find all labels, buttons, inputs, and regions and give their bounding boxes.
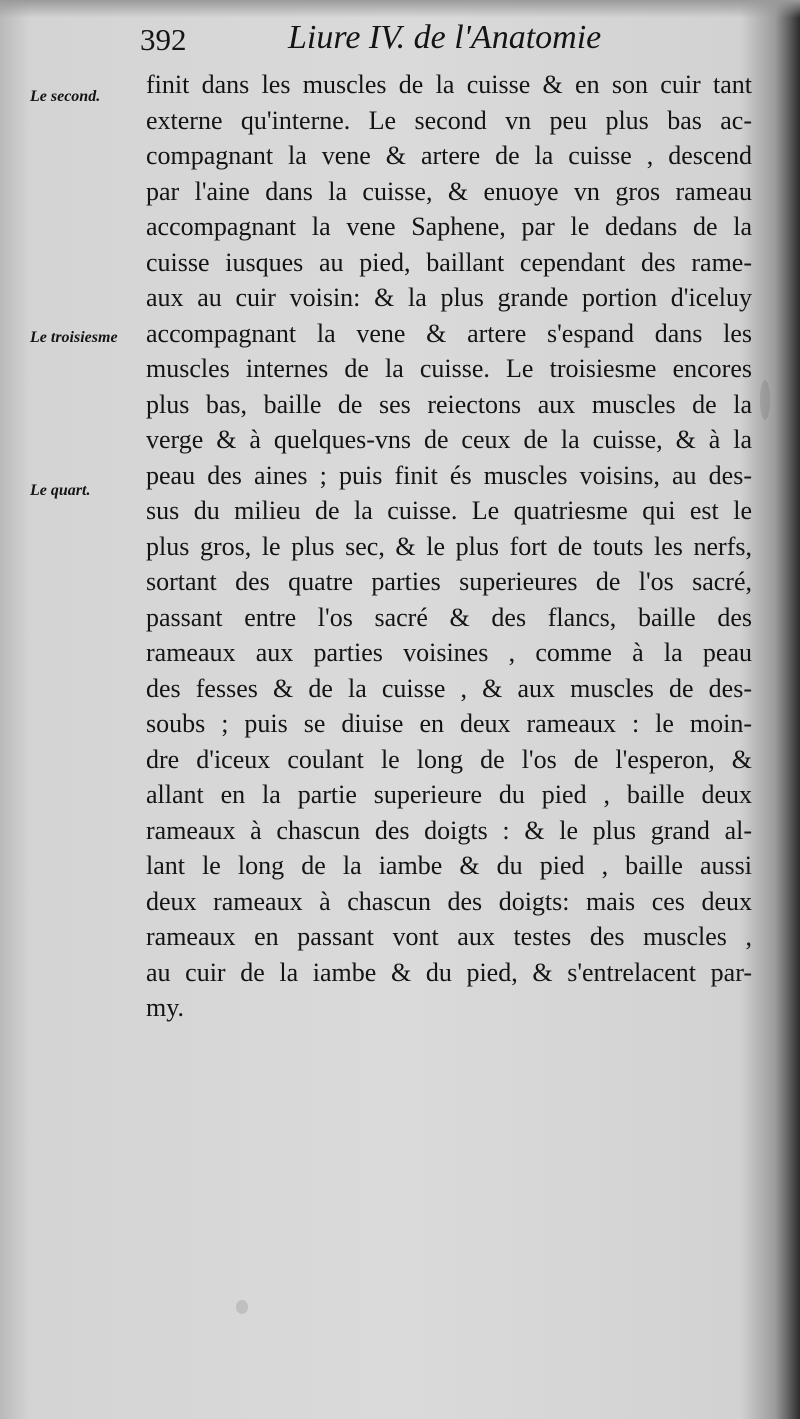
text-line: aux au cuir voisin: & la plus grande portion d'iceluy [146, 283, 752, 312]
text-line: sus du milieu de la cuisse. Le quatriesme qui est le [146, 496, 752, 525]
text-line: rameaux à chascun des doigts : & le plus grand al- [146, 815, 752, 845]
text-line: passant entre l'os sacré & des flancs, baille des [146, 602, 752, 632]
text-line: deux rameaux à chascun des doigts: mais ces deux [146, 886, 752, 916]
text-line: peau des aines ; puis finit és muscles voisins, au des- [146, 460, 752, 490]
page-number: 392 [140, 22, 187, 57]
text-line: dre d'iceux coulant le long de l'os de l'esperon, & [146, 744, 752, 774]
text-line: my. [146, 993, 185, 1022]
text-line: muscles internes de la cuisse. Le troisiesme encores [146, 354, 752, 383]
text-line: compagnant la vene & artere de la cuisse , descend [146, 141, 752, 170]
page-header [140, 14, 640, 62]
text-line: sortant des quatre parties superieures de l'os sacré, [146, 567, 752, 596]
text-line: au cuir de la iambe & du pied, & s'entrelacent par- [146, 957, 752, 987]
text-line: accompagnant la vene Saphene, par le dedans de la [146, 212, 752, 241]
margin-note-fourth: Le quart. [30, 482, 91, 499]
text-line: externe qu'interne. Le second vn peu plus bas ac- [146, 105, 752, 135]
paper-stain [236, 1300, 248, 1314]
text-line: allant en la partie superieure du pied , baille deux [146, 780, 752, 809]
text-line: lant le long de la iambe & du pied , baille aussi [146, 851, 752, 880]
text-line: plus gros, le plus sec, & le plus fort de touts les nerfs, [146, 531, 752, 561]
text-line: soubs ; puis se diuise en deux rameaux : le moin- [146, 709, 752, 738]
text-line: rameaux aux parties voisines , comme à la peau [146, 638, 752, 667]
text-line: finit dans les muscles de la cuisse & en son cuir tant [146, 70, 752, 99]
running-head: Liure IV. de l'Anatomie [288, 19, 602, 56]
text-line: cuisse iusques au pied, baillant cependant des rame- [146, 247, 752, 277]
body-text [146, 67, 752, 1026]
text-line: rameaux en passant vont aux testes des muscles , [146, 922, 752, 951]
margin-note-third: Le troisiesme [30, 329, 118, 346]
text-line: des fesses & de la cuisse , & aux muscles de des- [146, 673, 752, 703]
paper-stain [760, 380, 770, 420]
margin-note-second: Le second. [30, 88, 101, 105]
text-line: par l'aine dans la cuisse, & enuoye vn gros rameau [146, 176, 752, 206]
text-line: accompagnant la vene & artere s'espand dans les [146, 318, 752, 348]
text-line: plus bas, baille de ses reiectons aux muscles de la [146, 389, 752, 419]
text-line: verge & à quelques-vns de ceux de la cuisse, & à la [146, 425, 752, 454]
